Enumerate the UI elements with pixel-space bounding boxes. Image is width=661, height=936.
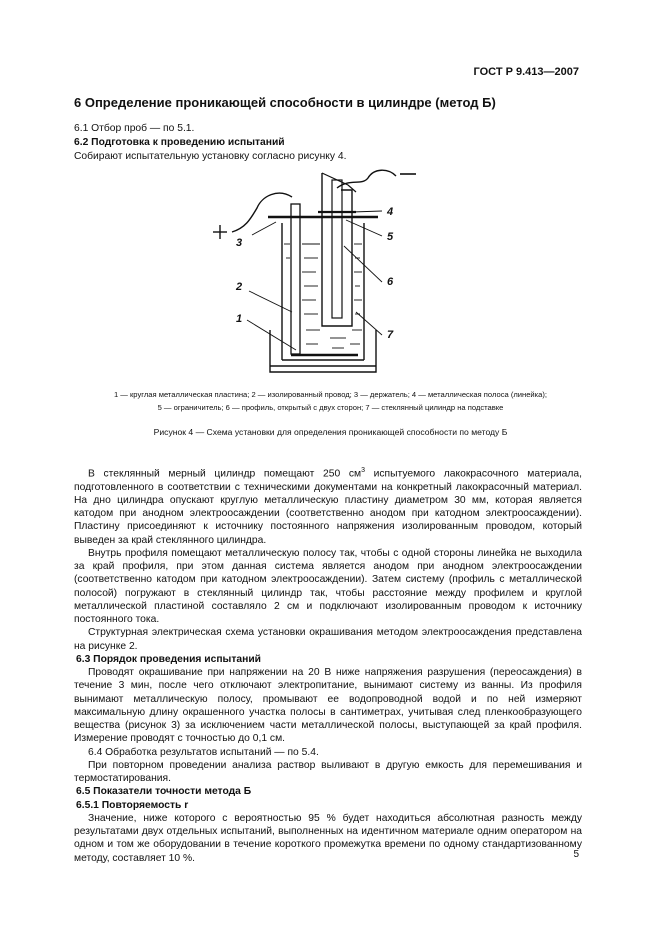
label-1: 1 <box>236 313 243 325</box>
positive-lead <box>232 193 292 232</box>
label-7: 7 <box>387 329 394 341</box>
paragraph-7: Значение, ниже которого с вероятностью 95 % будет находиться абсолютная разность между результатами двух отдельных испытаний, выполненных на идентичном материале одним оператором на одном и том же оборудовании в течение короткого промежутка времени по одному стандартизованному методу, составляет 10 %. <box>74 812 582 864</box>
paragraph-1: В стеклянный мерный цилиндр помещают 250 $см^3$ испытуемого лакокрасочного материала, подготовленного в соответствии с техническими документами на конкретный лакокрасочный материал. На дно цилиндра опускают круглую металлическую пластину диаметром 30 мм, которая является катодом при анодном электроосаждении (соответственно анодом при катодном электроосаждении). Пластину присоединяют к источнику постоянного напряжения изолированным проводом, который выведен за край стеклянного цилиндра. <box>74 467 582 546</box>
label-3: 3 <box>236 237 243 249</box>
legend-line-1: 1 — круглая металлическая пластина; 2 — изолированный провод; 3 — держатель; 4 — металлическая полоса (линейка); <box>113 390 548 399</box>
figure-caption: Рисунок 4 — Схема установки для определения проникающей способности по методу Б <box>153 427 508 437</box>
metal-strip <box>332 180 342 318</box>
figure-legend <box>40 388 621 414</box>
clause-6-2-heading: 6.2 Подготовка к проведению испытаний <box>74 137 285 148</box>
negative-lead <box>337 170 396 188</box>
paragraph-5: 6.4 Обработка результатов испытаний — по 5.4. <box>88 746 319 758</box>
heading-6-5-1: 6.5.1 Повторяемость r <box>76 799 189 811</box>
clause-6-2-text: Собирают испытательную установку согласно рисунку 4. <box>74 151 347 162</box>
heading-6-3: 6.3 Порядок проведения испытаний <box>76 653 261 665</box>
legend-line-2: 5 — ограничитель; 6 — профиль, открытый с двух сторон; 7 — стеклянный цилиндр на подставке <box>157 403 504 412</box>
page-number: 5 <box>573 849 579 860</box>
label-5: 5 <box>387 231 394 243</box>
paragraph-4: Проводят окрашивание при напряжении на 20 В ниже напряжения разрушения (переосаждения) в течение 3 мин, после чего отключают электропитание, вынимают систему из ванны. Из профиля вынимают металлическую полосу, промывают ее водопроводной водой и по ней измеряют максимальную длину окрашенного участка полосы в сантиметрах, учитывая след пленкообразующего вещества (рисунок 3) за исключением части металлической полосы, выступающей за край профиля. Измерение проводят с точностью до 0,1 см. <box>74 667 582 745</box>
insulated-wire <box>291 204 300 354</box>
body-text <box>74 464 582 865</box>
heading-6-5: 6.5 Показатели точности метода Б <box>76 786 252 798</box>
clause-6-1: 6.1 Отбор проб — по 5.1. <box>74 123 195 134</box>
test-setup-diagram <box>0 0 661 400</box>
label-2: 2 <box>236 281 243 293</box>
paragraph-6: При повторном проведении анализа раствор выливают в другую емкость для перемешивания и термостатирования. <box>74 759 582 785</box>
paragraph-2: Внутрь профиля помещают металлическую полосу так, чтобы с одной стороны линейка не выходила за край профиля, при этом данная система является анодом при анодном электроосаждении (соответственно катодом при катодном электроосаждении). Затем систему (профиль с металлической полосой) погружают в стеклянный цилиндр так, чтобы расстояние между профилем и круглой металлической пластиной составляло 2 см и подключают изолированным проводом к источнику постоянного тока. <box>74 547 582 626</box>
section-title: 6 Определение проникающей способности в цилиндре (метод Б) <box>74 95 496 110</box>
paragraph-3: Структурная электрическая схема установки окрашивания методом электроосаждения представлена на рисунке 2. <box>74 627 582 652</box>
label-6: 6 <box>387 276 394 288</box>
label-4: 4 <box>387 206 394 218</box>
document-header: ГОСТ Р 9.413—2007 <box>473 66 579 78</box>
paint-liquid <box>284 244 362 348</box>
